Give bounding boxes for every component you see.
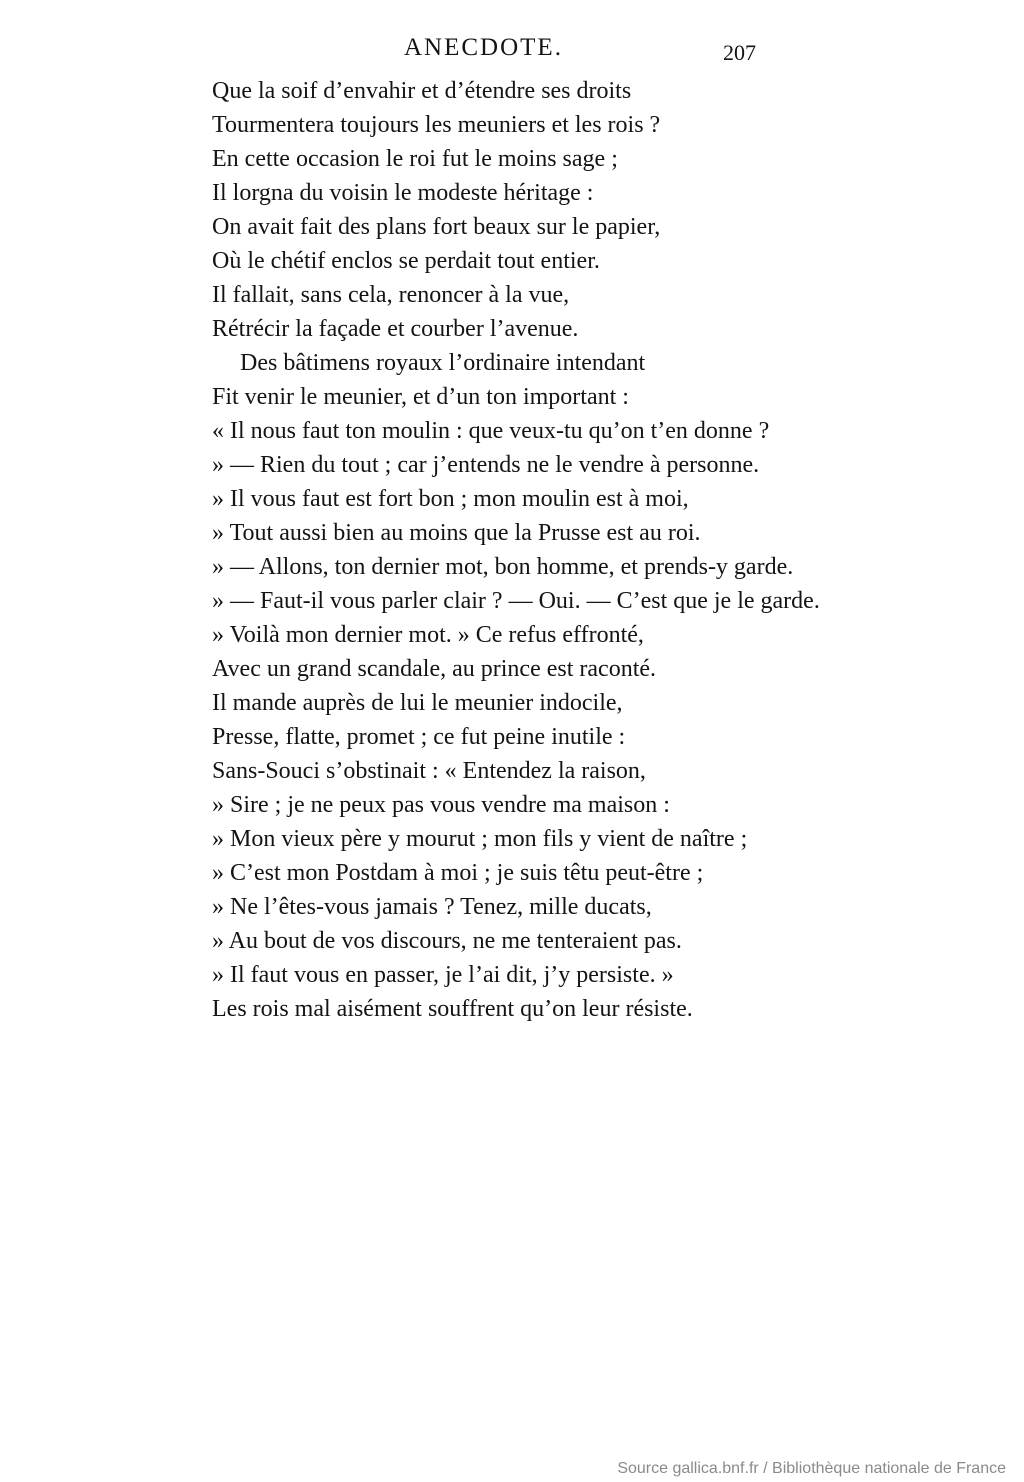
verse-line: » — Faut-il vous parler clair ? — Oui. — C’est que je le garde. [212,588,820,614]
verse-line: » Sire ; je ne peux pas vous vendre ma maison : [212,792,670,818]
verse-line: Les rois mal aisément souffrent qu’on leur résiste. [212,996,693,1022]
verse-line: On avait fait des plans fort beaux sur le papier, [212,214,661,240]
verse-line: » Mon vieux père y mourut ; mon fils y vient de naître ; [212,826,748,852]
verse-line: Rétrécir la façade et courber l’avenue. [212,316,579,342]
verse-line: » — Rien du tout ; car j’entends ne le vendre à personne. [212,452,760,478]
verse-line: » Il vous faut est fort bon ; mon moulin est à moi, [212,486,689,512]
verse-line: Il fallait, sans cela, renoncer à la vue, [212,282,570,308]
verse-line: « Il nous faut ton moulin : que veux-tu qu’on t’en donne ? [212,418,770,444]
verse-line: En cette occasion le roi fut le moins sage ; [212,146,618,172]
verse-line: » Tout aussi bien au moins que la Prusse est au roi. [212,520,701,546]
verse-line: Des bâtimens royaux l’ordinaire intendant [240,350,646,376]
verse-line: Où le chétif enclos se perdait tout entier. [212,248,600,274]
verse-line: Sans-Souci s’obstinait : « Entendez la raison, [212,758,646,784]
source-credit: Source gallica.bnf.fr / Bibliothèque nationale de France [617,1460,1006,1477]
verse-line: Il lorgna du voisin le modeste héritage : [212,180,594,206]
verse-line: Avec un grand scandale, au prince est raconté. [212,656,657,682]
running-head [0,34,1024,68]
verse-line: Fit venir le meunier, et d’un ton important : [212,384,629,410]
verse-line: Tourmentera toujours les meuniers et les rois ? [212,112,661,138]
verse-line: » C’est mon Postdam à moi ; je suis têtu peut-être ; [212,860,704,886]
page-number: 207 [723,40,756,65]
verse-line: » Voilà mon dernier mot. » Ce refus effronté, [212,622,644,648]
verse-line: » Il faut vous en passer, je l’ai dit, j’y persiste. » [212,962,674,988]
verse-line: » Au bout de vos discours, ne me tenteraient pas. [212,928,682,954]
verse-line: » — Allons, ton dernier mot, bon homme, et prends-y garde. [212,554,794,580]
running-title: ANECDOTE. [404,34,563,61]
verse-line: » Ne l’êtes-vous jamais ? Tenez, mille ducats, [212,894,652,920]
verse-line: Il mande auprès de lui le meunier indocile, [212,690,623,716]
verse-line: Que la soif d’envahir et d’étendre ses droits [212,78,632,104]
verse-line: Presse, flatte, promet ; ce fut peine inutile : [212,724,626,750]
